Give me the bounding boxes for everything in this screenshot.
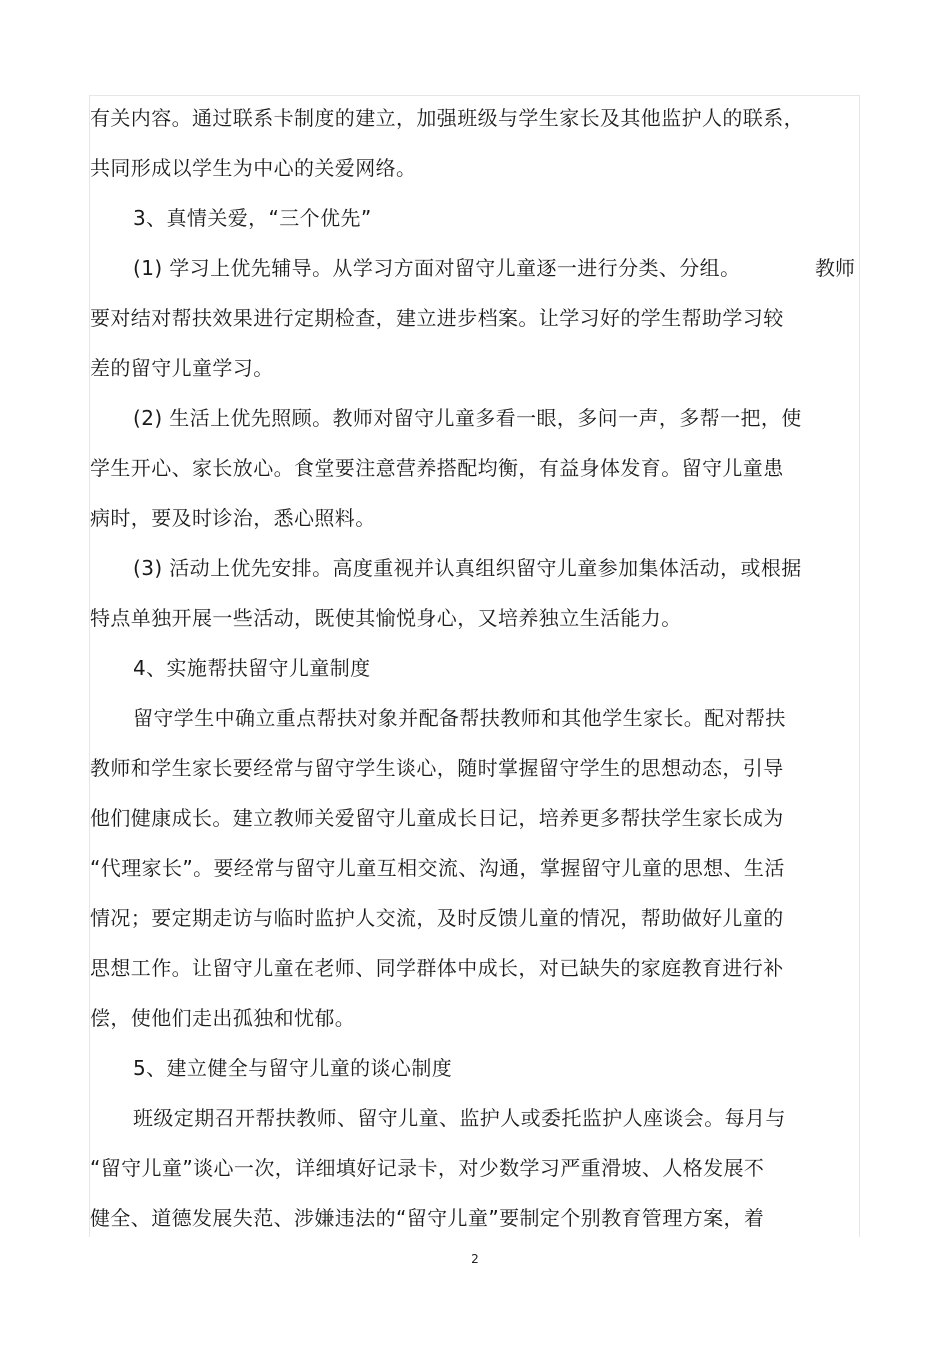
- text-line: 要对结对帮扶效果进行定期检查，建立进步档案。让学习好的学生帮助学习较: [90, 306, 784, 330]
- text-line: 差的留守儿童学习。: [90, 356, 274, 380]
- text-line: (3) 活动上优先安排。高度重视并认真组织留守儿童参加集体活动，或根据: [133, 556, 802, 580]
- section-heading: 4、实施帮扶留守儿童制度: [133, 656, 371, 680]
- text-line: 健全、道德发展失范、涉嫌违法的“留守儿童”要制定个别教育管理方案，着: [90, 1206, 765, 1230]
- text-line: 偿，使他们走出孤独和忧郁。: [90, 1006, 356, 1030]
- text-line: 共同形成以学生为中心的关爱网络。: [90, 156, 417, 180]
- text-line: 病时，要及时诊治，悉心照料。: [90, 506, 376, 530]
- text-line: 他们健康成长。建立教师关爱留守儿童成长日记，培养更多帮扶学生家长成为: [90, 806, 784, 830]
- text-line: 特点单独开展一些活动，既使其愉悦身心，又培养独立生活能力。: [90, 606, 682, 630]
- text-line: 留守学生中确立重点帮扶对象并配备帮扶教师和其他学生家长。配对帮扶: [133, 706, 786, 730]
- text-line: 情况；要定期走访与临时监护人交流，及时反馈儿童的情况，帮助做好儿童的: [90, 906, 784, 930]
- text-line: “代理家长”。要经常与留守儿童互相交流、沟通，掌握留守儿童的思想、生活: [90, 856, 785, 880]
- text-line: (2) 生活上优先照顾。教师对留守儿童多看一眼，多问一声，多帮一把，使: [133, 406, 802, 430]
- page-number: 2: [471, 1252, 479, 1266]
- text-line: 班级定期召开帮扶教师、留守儿童、监护人或委托监护人座谈会。每月与: [133, 1106, 786, 1130]
- text-line: 思想工作。让留守儿童在老师、同学群体中成长，对已缺失的家庭教育进行补: [90, 956, 784, 980]
- text-line: 有关内容。通过联系卡制度的建立，加强班级与学生家长及其他监护人的联系，: [90, 106, 804, 130]
- text-line-continuation: 教师: [815, 256, 855, 280]
- text-line: “留守儿童”谈心一次，详细填好记录卡，对少数学习严重滑坡、人格发展不: [90, 1156, 765, 1180]
- text-line: 教师和学生家长要经常与留守学生谈心，随时掌握留守学生的思想动态，引导: [90, 756, 784, 780]
- section-heading: 5、建立健全与留守儿童的谈心制度: [133, 1056, 453, 1080]
- text-line: 学生开心、家长放心。食堂要注意营养搭配均衡，有益身体发育。留守儿童患: [90, 456, 784, 480]
- section-heading: 3、真情关爱，“三个优先”: [133, 206, 372, 230]
- text-line: (1) 学习上优先辅导。从学习方面对留守儿童逐一进行分类、分组。: [133, 256, 741, 280]
